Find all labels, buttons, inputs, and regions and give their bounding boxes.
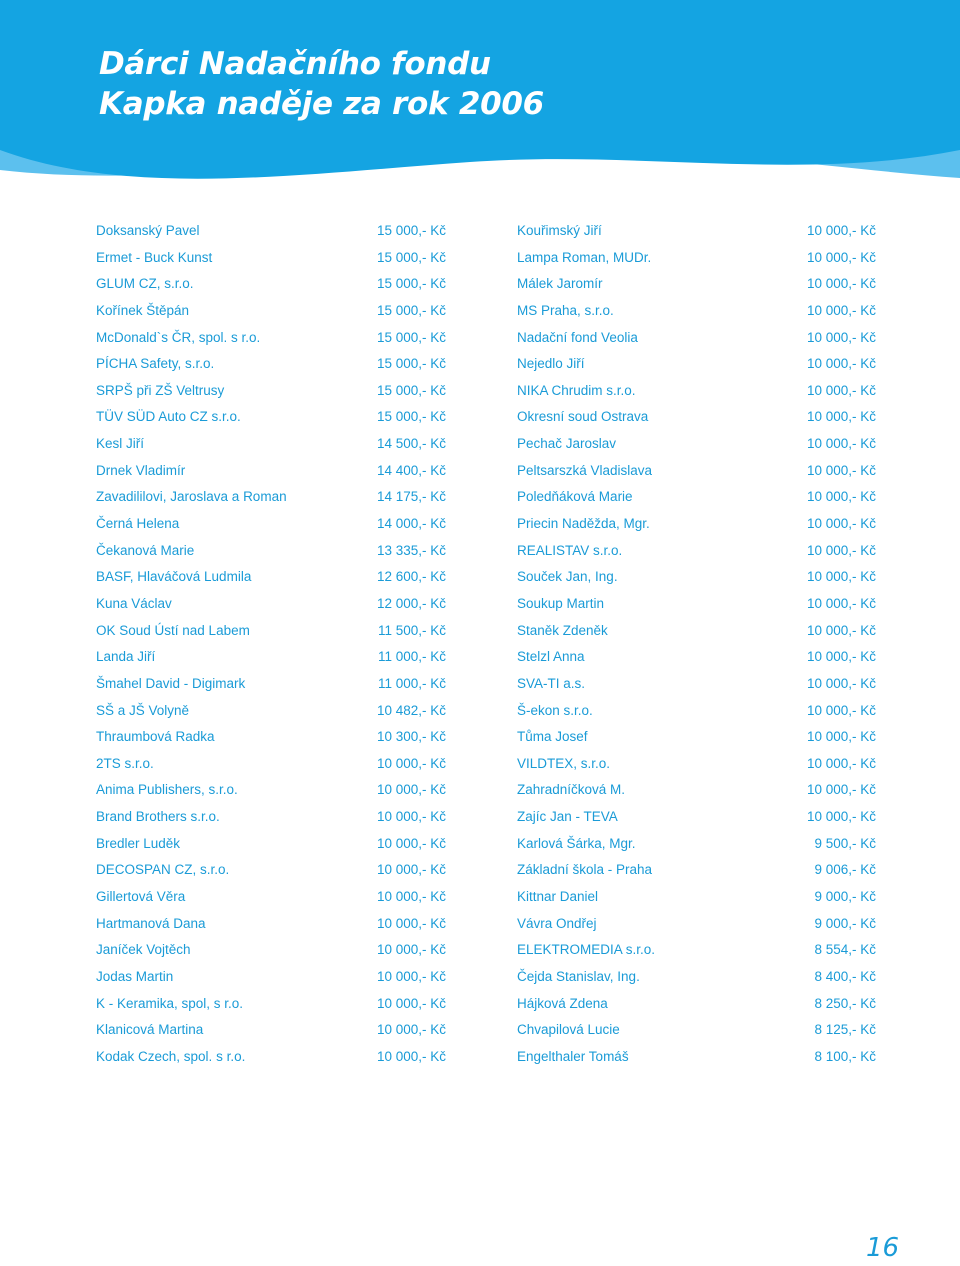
donor-row: [96, 1017, 446, 1044]
donor-name: Okresní soud Ostrava: [517, 409, 649, 425]
donor-name: Engelthaler Tomáš: [517, 1048, 629, 1064]
donor-name: Čejda Stanislav, Ing.: [517, 968, 640, 984]
donor-name: TÜV SÜD Auto CZ s.r.o.: [96, 409, 241, 425]
donor-row: [96, 458, 446, 485]
donor-name: Peltsarszká Vladislava: [517, 462, 653, 478]
donor-row: [96, 1044, 446, 1071]
donation-amount: 8 400,- Kč: [814, 968, 876, 984]
page-number: 16: [866, 1233, 900, 1263]
donor-name: Drnek Vladimír: [96, 462, 186, 478]
donation-amount: 15 000,- Kč: [376, 329, 446, 345]
donor-row: [96, 325, 446, 352]
donor-name: Š-ekon s.r.o.: [517, 702, 593, 718]
donation-amount: 12 600,- Kč: [376, 569, 446, 585]
donor-row: [517, 538, 876, 565]
donor-row: [517, 964, 876, 991]
donor-name: Čekanová Marie: [96, 542, 195, 558]
donation-amount: 10 000,- Kč: [376, 782, 446, 798]
donation-amount: 11 000,- Kč: [377, 649, 446, 665]
donor-name: 2TS s.r.o.: [96, 755, 154, 771]
donor-row: [96, 245, 446, 272]
donation-amount: 10 000,- Kč: [806, 702, 876, 718]
donor-row: [517, 564, 876, 591]
donor-name: PÍCHA Safety, s.r.o.: [96, 356, 215, 372]
donation-amount: 9 006,- Kč: [814, 862, 876, 878]
donor-name: Doksanský Pavel: [96, 223, 200, 238]
donor-name: SVA-TI a.s.: [517, 675, 586, 691]
donor-name: SŠ a JŠ Volyně: [96, 702, 190, 718]
donor-row: [517, 777, 876, 804]
donor-row: [517, 857, 876, 884]
donor-row: [96, 351, 446, 378]
donor-name: Černá Helena: [96, 516, 180, 532]
donor-name: Priecin Naděžda, Mgr.: [517, 516, 650, 532]
donation-amount: 10 000,- Kč: [806, 329, 876, 345]
donor-list-left: [96, 218, 446, 1071]
donor-name: Zavadililovi, Jaroslava a Roman: [96, 489, 287, 505]
donation-amount: 15 000,- Kč: [376, 223, 446, 238]
donor-row: [517, 325, 876, 352]
donor-name: Chvapilová Lucie: [517, 1022, 620, 1038]
donation-amount: 10 000,- Kč: [806, 675, 876, 691]
donation-amount: 15 000,- Kč: [376, 302, 446, 318]
donation-amount: 10 000,- Kč: [376, 968, 446, 984]
donation-amount: 10 300,- Kč: [376, 729, 446, 745]
donor-row: [96, 751, 446, 778]
donor-row: [96, 671, 446, 698]
donor-name: MS Praha, s.r.o.: [517, 302, 614, 318]
donation-amount: 10 000,- Kč: [806, 382, 876, 398]
donor-name: Šmahel David - Digimark: [96, 675, 246, 691]
donation-amount: 8 554,- Kč: [814, 942, 876, 958]
donor-row: [96, 538, 446, 565]
donor-row: [517, 404, 876, 431]
donation-amount: 10 000,- Kč: [806, 462, 876, 478]
donor-row: [96, 218, 446, 245]
donor-name: ELEKTROMEDIA s.r.o.: [517, 942, 656, 958]
donor-row: [96, 404, 446, 431]
donor-row: [517, 458, 876, 485]
donation-amount: 13 335,- Kč: [376, 542, 446, 558]
donor-row: [96, 378, 446, 405]
donor-name: Staněk Zdeněk: [517, 622, 608, 638]
donor-name: Kittnar Daniel: [517, 889, 599, 905]
donor-row: [517, 804, 876, 831]
donor-row: [517, 991, 876, 1018]
donor-name: Kesl Jiří: [96, 436, 145, 452]
donor-name: Zajíc Jan - TEVA: [517, 809, 618, 825]
donor-name: Lampa Roman, MUDr.: [517, 249, 652, 265]
donor-row: [517, 271, 876, 298]
donation-amount: 14 000,- Kč: [376, 516, 446, 532]
donation-amount: 9 000,- Kč: [814, 915, 876, 931]
donation-amount: 10 000,- Kč: [376, 809, 446, 825]
donation-amount: 10 000,- Kč: [806, 356, 876, 372]
donor-name: Klanicová Martina: [96, 1022, 204, 1038]
donor-row: [517, 724, 876, 751]
donor-name: SRPŠ při ZŠ Veltrusy: [96, 382, 225, 398]
donor-name: Souček Jan, Ing.: [517, 569, 618, 585]
donation-amount: 15 000,- Kč: [376, 382, 446, 398]
donor-name: Poledňáková Marie: [517, 489, 633, 505]
donation-amount: 15 000,- Kč: [376, 356, 446, 372]
donation-amount: 8 100,- Kč: [814, 1048, 876, 1064]
donation-amount: 10 000,- Kč: [806, 649, 876, 665]
donation-amount: 10 000,- Kč: [806, 436, 876, 452]
donor-name: Soukup Martin: [517, 595, 605, 611]
donor-name: Málek Jaromír: [517, 276, 603, 292]
donation-amount: 10 000,- Kč: [806, 569, 876, 585]
donor-row: [96, 644, 446, 671]
donor-row: [517, 511, 876, 538]
donation-amount: 10 000,- Kč: [806, 622, 876, 638]
donation-amount: 15 000,- Kč: [376, 276, 446, 292]
donation-amount: 14 400,- Kč: [376, 462, 446, 478]
donation-amount: 10 000,- Kč: [806, 595, 876, 611]
donor-name: Hájková Zdena: [517, 995, 608, 1011]
donor-row: [517, 591, 876, 618]
donation-amount: 9 000,- Kč: [814, 889, 876, 905]
donor-row: [96, 618, 446, 645]
donor-name: Landa Jiří: [96, 649, 156, 665]
donor-row: [96, 831, 446, 858]
donation-amount: 10 000,- Kč: [376, 889, 446, 905]
donation-amount: 10 000,- Kč: [806, 755, 876, 771]
donor-row: [96, 298, 446, 325]
donor-name: Kuna Václav: [96, 595, 172, 611]
donor-row: [517, 431, 876, 458]
donation-amount: 10 000,- Kč: [806, 409, 876, 425]
donor-row: [96, 911, 446, 938]
donation-amount: 10 000,- Kč: [376, 1022, 446, 1038]
donor-row: [96, 804, 446, 831]
donor-name: Vávra Ondřej: [517, 915, 597, 931]
donation-amount: 10 000,- Kč: [376, 942, 446, 958]
donor-name: Anima Publishers, s.r.o.: [96, 782, 238, 798]
donation-amount: 10 482,- Kč: [376, 702, 446, 718]
donor-row: [96, 564, 446, 591]
donation-amount: 10 000,- Kč: [806, 782, 876, 798]
donor-name: Tůma Josef: [517, 729, 588, 745]
donor-name: Nejedlo Jiří: [517, 356, 585, 372]
donor-list-right: [517, 218, 876, 1071]
donor-name: Pechač Jaroslav: [517, 436, 617, 452]
donor-row: [96, 698, 446, 725]
donation-amount: 10 000,- Kč: [806, 276, 876, 292]
donation-amount: 9 500,- Kč: [814, 835, 876, 851]
donor-row: [517, 618, 876, 645]
donor-row: [517, 484, 876, 511]
donation-amount: 10 000,- Kč: [806, 809, 876, 825]
donor-row: [96, 724, 446, 751]
donor-row: [517, 218, 876, 245]
donor-row: [517, 911, 876, 938]
donor-name: K - Keramika, spol, s r.o.: [96, 995, 244, 1011]
donation-amount: 10 000,- Kč: [376, 862, 446, 878]
donor-name: Brand Brothers s.r.o.: [96, 809, 220, 825]
donor-row: [517, 751, 876, 778]
page-title: [99, 44, 544, 124]
donor-name: Nadační fond Veolia: [517, 329, 638, 345]
donation-amount: 12 000,- Kč: [376, 595, 446, 611]
donor-row: [517, 831, 876, 858]
donation-amount: 10 000,- Kč: [376, 995, 446, 1011]
donor-row: [517, 937, 876, 964]
donor-name: Stelzl Anna: [517, 649, 585, 665]
donation-amount: 10 000,- Kč: [806, 489, 876, 505]
donation-amount: 11 000,- Kč: [377, 675, 446, 691]
donor-row: [96, 884, 446, 911]
donor-name: VILDTEX, s.r.o.: [517, 755, 611, 771]
donor-row: [517, 1017, 876, 1044]
donation-amount: 10 000,- Kč: [806, 542, 876, 558]
donation-amount: 10 000,- Kč: [806, 516, 876, 532]
donor-name: Jodas Martin: [96, 968, 174, 984]
donor-name: Ermet - Buck Kunst: [96, 249, 213, 265]
donor-name: BASF, Hlaváčová Ludmila: [96, 569, 252, 585]
donation-amount: 10 000,- Kč: [376, 835, 446, 851]
donor-name: REALISTAV s.r.o.: [517, 542, 623, 558]
donor-row: [96, 511, 446, 538]
donor-name: Gillertová Věra: [96, 889, 186, 905]
donation-amount: 11 500,- Kč: [377, 622, 446, 638]
donor-row: [96, 964, 446, 991]
donation-amount: 15 000,- Kč: [376, 409, 446, 425]
donor-row: [96, 591, 446, 618]
donation-amount: 8 250,- Kč: [814, 995, 876, 1011]
donation-amount: 14 175,- Kč: [376, 489, 446, 505]
donor-row: [517, 671, 876, 698]
donor-row: [517, 698, 876, 725]
donation-amount: 10 000,- Kč: [376, 915, 446, 931]
donor-row: [96, 857, 446, 884]
donor-name: McDonald`s ČR, spol. s r.o.: [96, 329, 261, 345]
donation-amount: 10 000,- Kč: [376, 1048, 446, 1064]
donor-name: Základní škola - Praha: [517, 862, 653, 878]
title-line-1: Dárci Nadačního fondu: [99, 46, 491, 82]
donor-row: [517, 884, 876, 911]
donor-row: [517, 298, 876, 325]
donor-row: [517, 378, 876, 405]
donation-amount: 8 125,- Kč: [814, 1022, 876, 1038]
donation-amount: 10 000,- Kč: [806, 223, 876, 238]
donor-row: [96, 777, 446, 804]
donor-name: OK Soud Ústí nad Labem: [96, 622, 250, 638]
donor-name: Bredler Luděk: [96, 835, 181, 851]
donor-row: [96, 271, 446, 298]
donation-amount: 10 000,- Kč: [376, 755, 446, 771]
donor-row: [96, 484, 446, 511]
donor-row: [517, 245, 876, 272]
donor-row: [517, 644, 876, 671]
donor-name: Kořínek Štěpán: [96, 302, 190, 318]
donor-row: [517, 351, 876, 378]
donor-name: Kodak Czech, spol. s r.o.: [96, 1048, 246, 1064]
donor-row: [96, 937, 446, 964]
donor-name: Janíček Vojtěch: [96, 942, 191, 958]
donation-amount: 15 000,- Kč: [376, 249, 446, 265]
donation-amount: 10 000,- Kč: [806, 302, 876, 318]
donation-amount: 10 000,- Kč: [806, 729, 876, 745]
donor-row: [96, 431, 446, 458]
donor-name: Thraumbová Radka: [96, 729, 215, 745]
donor-name: NIKA Chrudim s.r.o.: [517, 382, 636, 398]
donor-name: Karlová Šárka, Mgr.: [517, 835, 636, 851]
donation-amount: 10 000,- Kč: [806, 249, 876, 265]
donor-name: Zahradníčková M.: [517, 782, 626, 798]
donation-amount: 14 500,- Kč: [376, 436, 446, 452]
donor-name: Hartmanová Dana: [96, 915, 206, 931]
donor-row: [96, 991, 446, 1018]
title-line-2: Kapka naděje za rok 2006: [99, 86, 544, 122]
donor-row: [517, 1044, 876, 1071]
donor-name: DECOSPAN CZ, s.r.o.: [96, 862, 230, 878]
donor-name: Kouřimský Jiří: [517, 223, 602, 238]
donor-name: GLUM CZ, s.r.o.: [96, 276, 194, 292]
